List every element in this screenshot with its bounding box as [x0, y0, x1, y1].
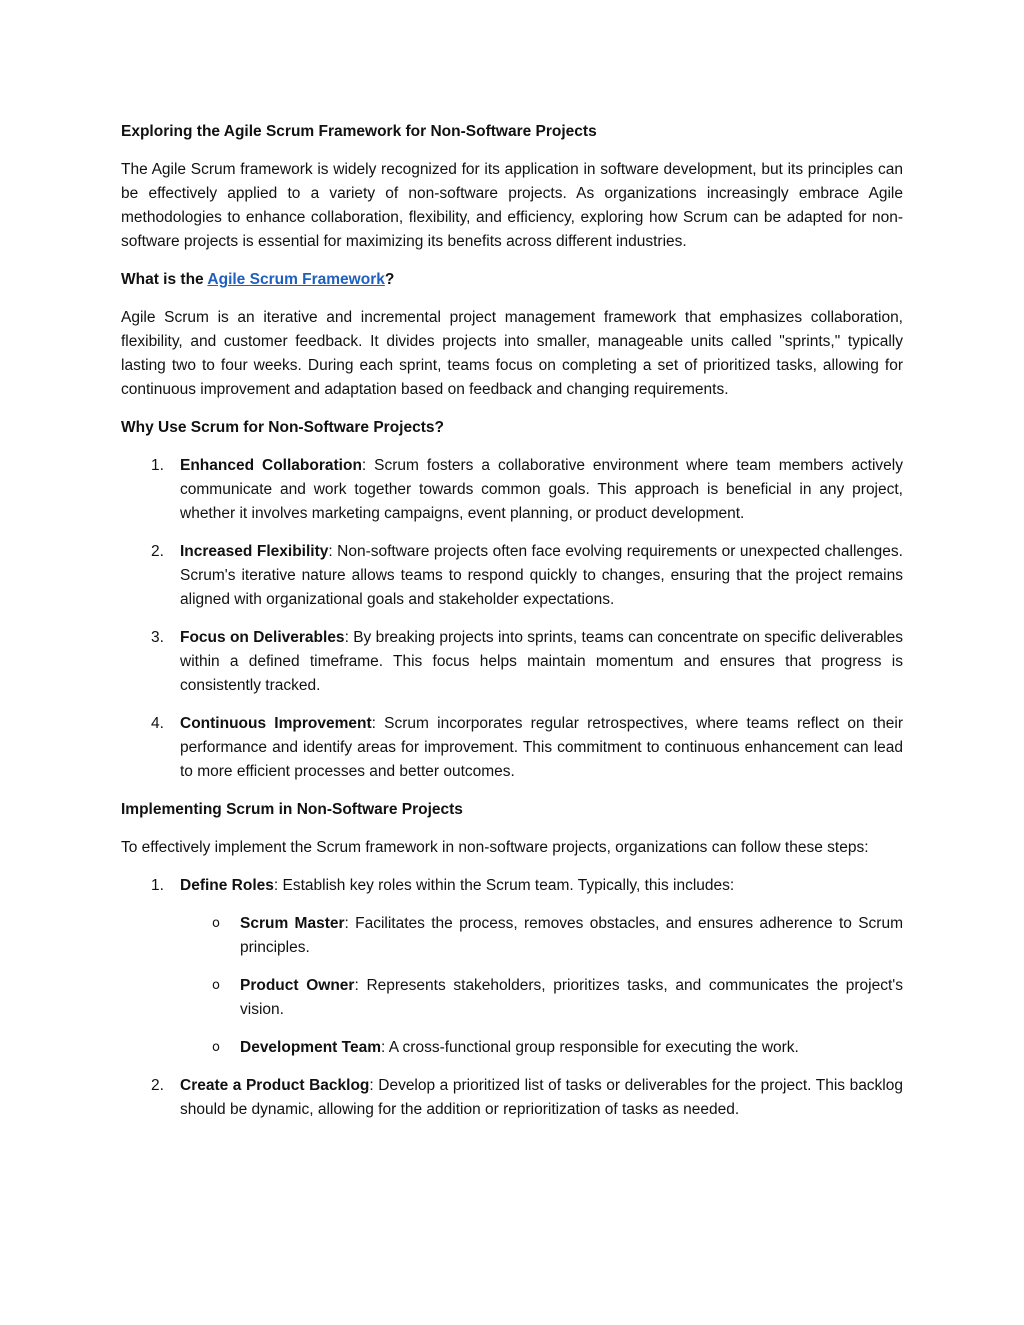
role-item	[180, 1036, 903, 1060]
circle-bullet-icon: o	[212, 978, 220, 993]
role-term: Development Team	[240, 1039, 381, 1056]
circle-bullet-icon: o	[212, 1040, 220, 1055]
list-text: : Non-software projects often face evolving requirements or unexpected challenges. Scrum's iterative nature allows teams to respond quickly to changes, ensuring that the project remains aligned with organizational goals and stakeholder expectations.	[180, 543, 903, 608]
why-heading: Why Use Scrum for Non-Software Projects?	[121, 419, 444, 436]
role-item	[180, 912, 903, 960]
list-number: 4.	[151, 715, 164, 732]
list-text: : Develop a prioritized list of tasks or deliverables for the project. This backlog should be dynamic, allowing for the addition or reprioritization of tasks as needed.	[180, 1077, 903, 1118]
what-is-paragraph: Agile Scrum is an iterative and incremental project management framework that emphasizes collaboration, flexibility, and customer feedback. It divides projects into smaller, manageable units called "sprints," typically lasting two to four weeks. During each sprint, teams focus on completing a set of prioritized tasks, allowing for continuous improvement and adaptation based on feedback and changing requirements.	[121, 309, 903, 398]
what-is-suffix: ?	[384, 271, 395, 288]
list-number: 1.	[151, 457, 164, 474]
list-text: : Establish key roles within the Scrum team. Typically, this includes:	[273, 877, 735, 894]
list-item	[121, 712, 903, 784]
list-item	[121, 874, 903, 1060]
list-item	[121, 626, 903, 698]
document-page	[121, 120, 903, 1136]
what-is-prefix: What is the	[121, 271, 208, 288]
role-text: : Represents stakeholders, prioritizes tasks, and communicates the project's vision.	[240, 977, 903, 1018]
implementing-steps	[121, 874, 903, 1122]
list-term: Create a Product Backlog	[180, 1077, 370, 1094]
list-term: Define Roles	[180, 877, 274, 894]
role-text: : Facilitates the process, removes obstacles, and ensures adherence to Scrum principles.	[240, 915, 903, 956]
implementing-heading: Implementing Scrum in Non-Software Projects	[121, 801, 463, 818]
role-text: : A cross-functional group responsible for executing the work.	[380, 1039, 799, 1056]
circle-bullet-icon: o	[212, 916, 220, 931]
implementing-intro: To effectively implement the Scrum framework in non-software projects, organizations can follow these steps:	[121, 839, 869, 856]
list-term: Enhanced Collaboration	[180, 457, 362, 474]
agile-scrum-framework-link[interactable]: Agile Scrum Framework	[207, 271, 385, 288]
list-item	[121, 1074, 903, 1122]
what-is-heading	[121, 268, 903, 292]
list-number: 3.	[151, 629, 164, 646]
role-item	[180, 974, 903, 1022]
why-list	[121, 454, 903, 784]
list-item	[121, 454, 903, 526]
list-text: : Scrum incorporates regular retrospectives, where teams reflect on their performance and identify areas for improvement. This commitment to continuous enhancement can lead to more efficient processes and better outcomes.	[180, 715, 903, 780]
list-number: 1.	[151, 877, 164, 894]
role-term: Product Owner	[240, 977, 355, 994]
list-term: Continuous Improvement	[180, 715, 372, 732]
roles-list	[180, 912, 903, 1060]
list-text: : Scrum fosters a collaborative environment where team members actively communicate and work together towards common goals. This approach is beneficial in any project, whether it involves marketing campaigns, event planning, or product development.	[180, 457, 903, 522]
list-item	[121, 540, 903, 612]
list-term: Focus on Deliverables	[180, 629, 345, 646]
document-title: Exploring the Agile Scrum Framework for Non-Software Projects	[121, 123, 597, 140]
intro-paragraph: The Agile Scrum framework is widely recognized for its application in software development, but its principles can be effectively applied to a variety of non-software projects. As organizations increasingly embrace Agile methodologies to enhance collaboration, flexibility, and efficiency, exploring how Scrum can be adapted for non-software projects is essential for maximizing its benefits across different industries.	[121, 161, 903, 250]
list-term: Increased Flexibility	[180, 543, 329, 560]
list-text: : By breaking projects into sprints, teams can concentrate on specific deliverables within a defined timeframe. This focus helps maintain momentum and ensures that progress is consistently tracked.	[180, 629, 904, 694]
role-term: Scrum Master	[240, 915, 345, 932]
list-number: 2.	[151, 1077, 164, 1094]
list-number: 2.	[151, 543, 164, 560]
